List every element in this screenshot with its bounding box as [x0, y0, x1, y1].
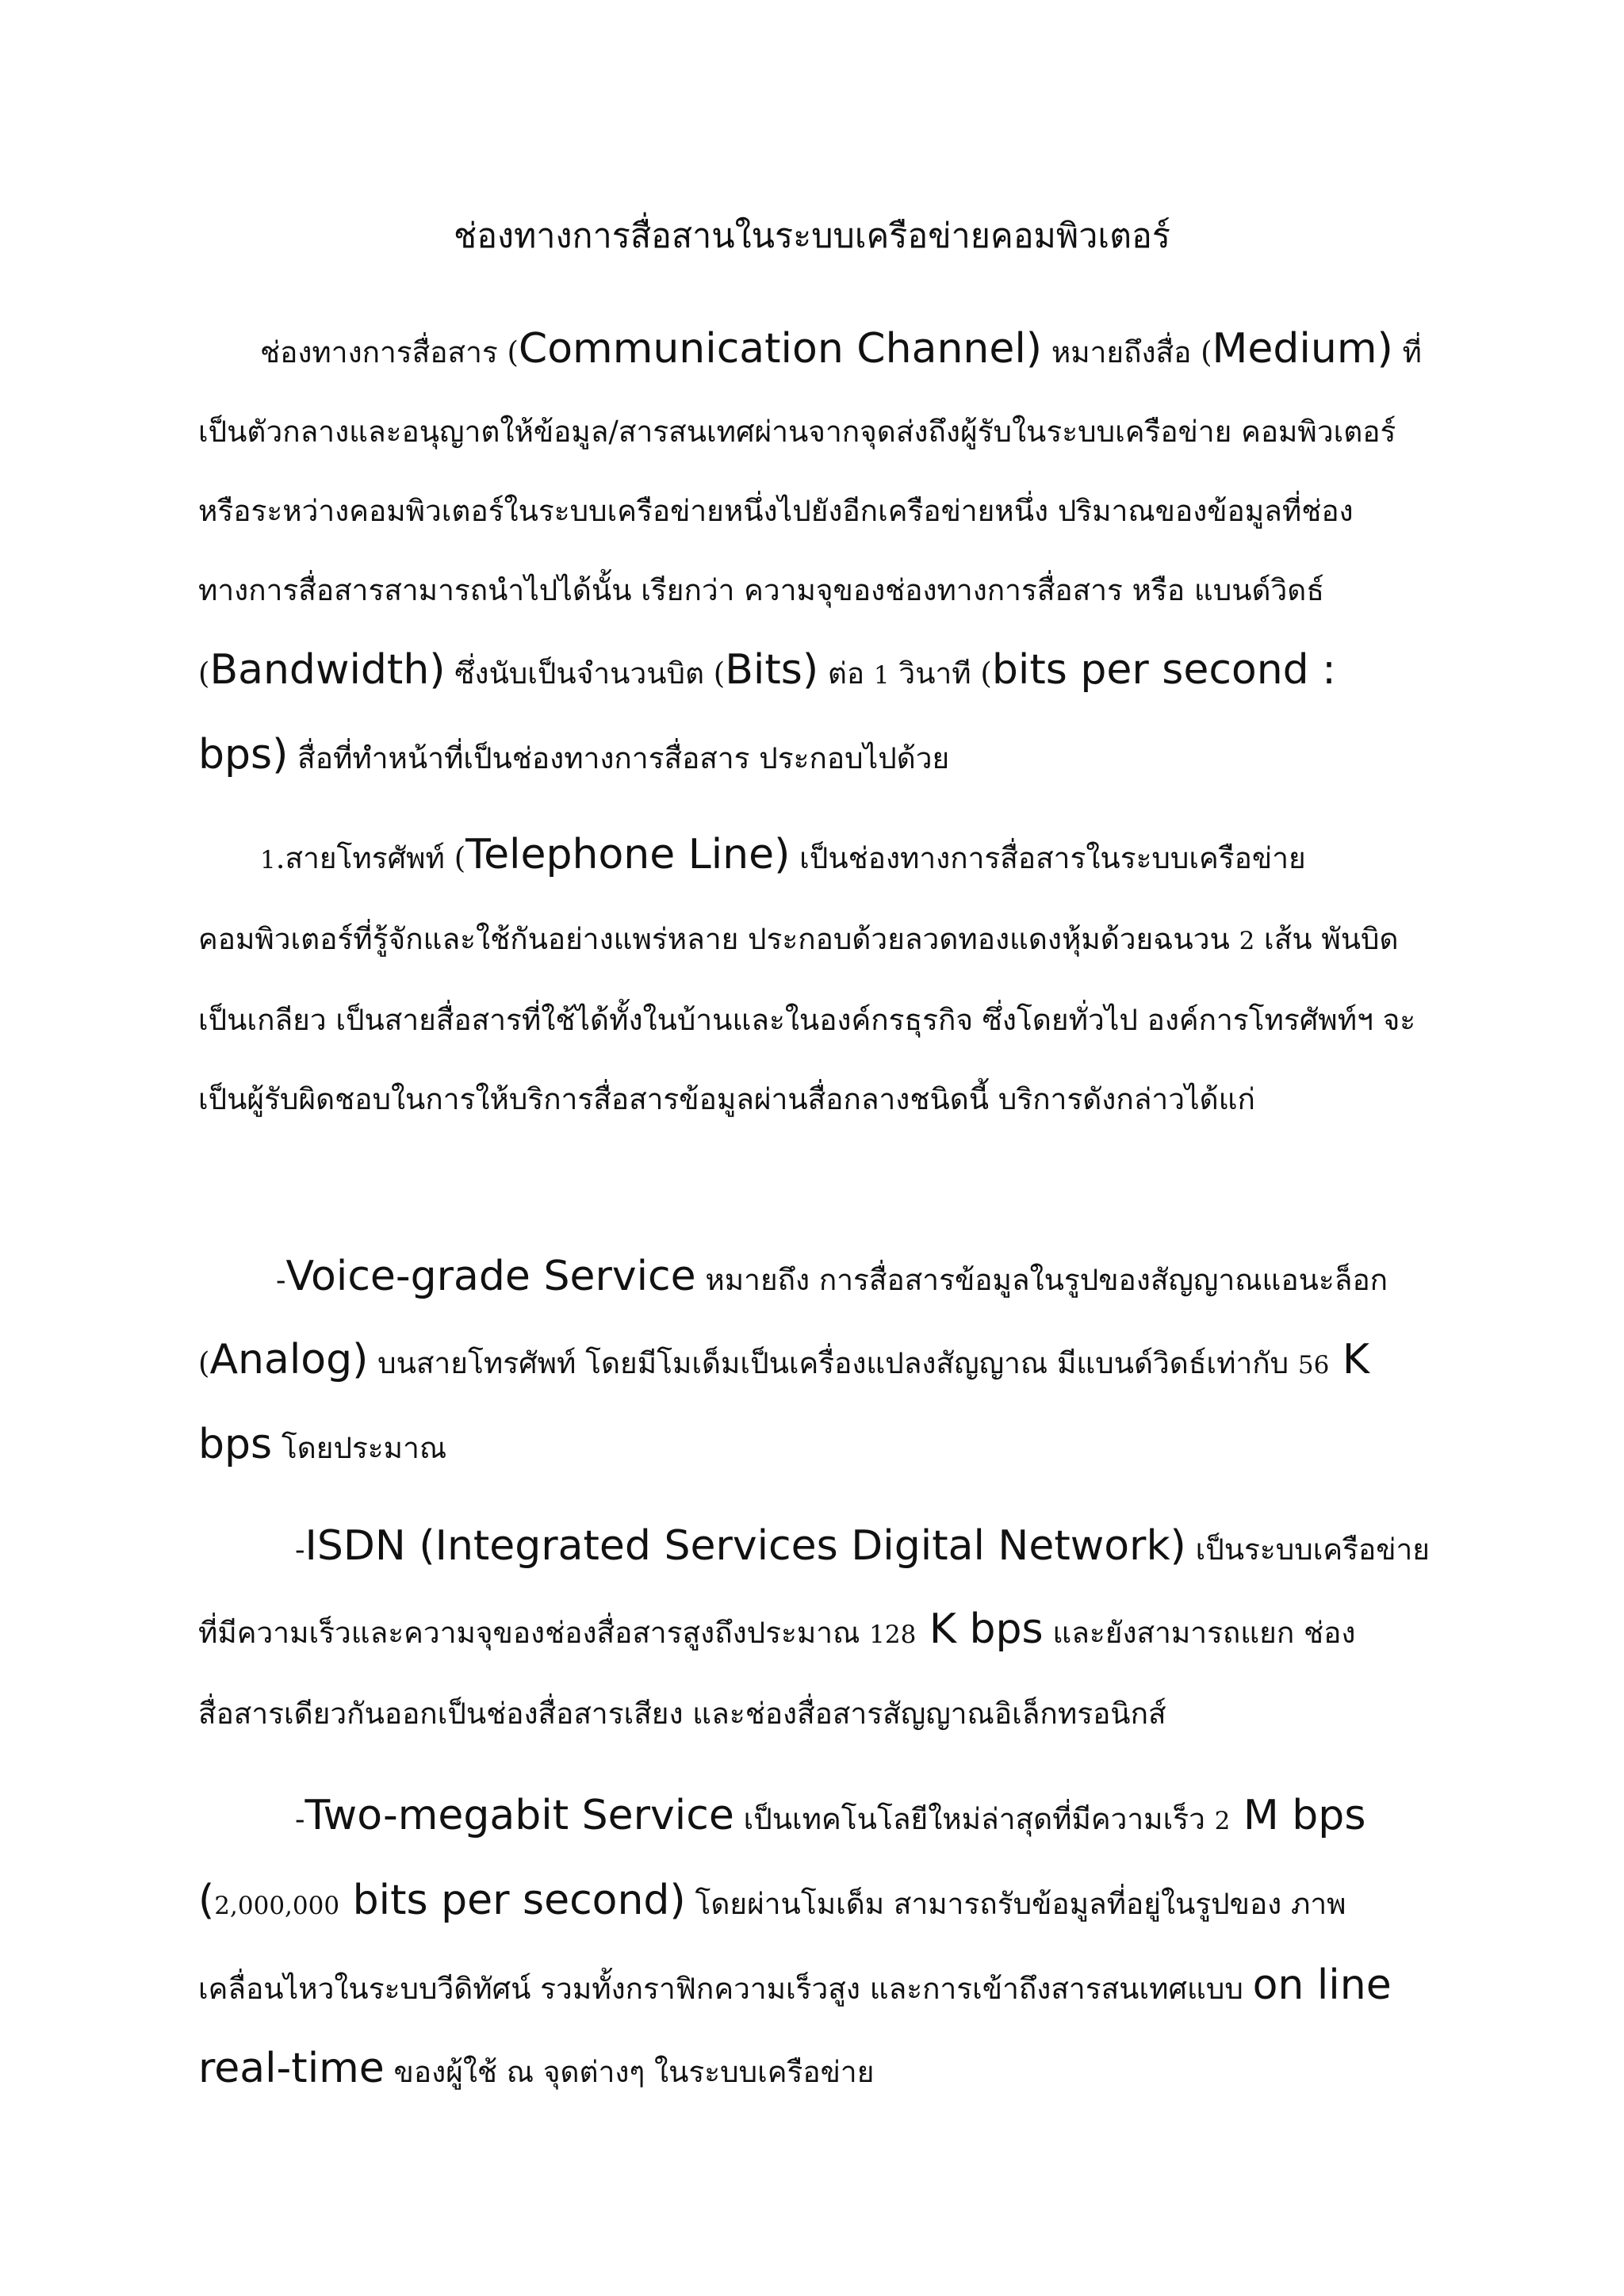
text-run: หมายถึง การสื่อสารข้อมูลในรูปของสัญญาณแอนะล็อก ( [198, 1263, 1388, 1380]
english-term: Bandwidth) [209, 646, 446, 694]
english-term: Telephone Line) [465, 831, 791, 878]
paragraph-voice-grade-service [198, 1237, 1435, 1488]
text-run: หมายถึงสื่อ ( [1042, 335, 1212, 369]
number: 2 [1214, 1807, 1231, 1835]
document-title: ช่องทางการสื่อสานในระบบเครือข่ายคอมพิวเตอร์ [454, 216, 1170, 256]
text-run: โดยผ่านโมเด็ม สามารถรับข้อมูลที่อยู่ในรูปของ ภาพเคลื่อนไหวในระบบวีดิทัศน์ รวมทั้งกราฟิกความเร็วสูง และการเข้าถึงสารสนเทศแบบ [198, 1887, 1346, 2006]
paragraph-isdn [198, 1506, 1435, 1754]
english-term: K bps [198, 1336, 1369, 1468]
text-run: และยังสามารถแยก ช่องสื่อสารเดียวกันออกเป็นช่องสื่อสารเสียง และช่องสื่อสารสัญญาณอิเล็กทรอนิกส์ [198, 1616, 1356, 1731]
english-term: bits per second : bps) [198, 646, 1336, 779]
english-term: Voice-grade Service [285, 1253, 696, 1300]
text-run: ของผู้ใช้ ณ จุดต่างๆ ในระบบเครือข่าย [384, 2055, 875, 2089]
text-run: เป็นเทคโนโลยีใหม่ล่าสุดที่มีความเร็ว [733, 1802, 1215, 1836]
text-run: เป็นระบบเครือข่าย ที่มีความเร็วและความจุของช่องสื่อสารสูงถึงประมาณ [198, 1533, 1430, 1650]
number: 1 [260, 846, 276, 874]
text-run: เส้น พันบิดเป็นเกลียว เป็นสายสื่อสารที่ใช้ได้ทั้งในบ้านและในองค์กรธุรกิจ ซึ่งโดยทั่วไป องค์การโทรศัพท์ฯ จะเป็นผู้รับผิดชอบในการให้บริการสื่อสารข้อมูลผ่านสื่อกลางชนิดนี้ บริการดังกล่าวได้แก่ [198, 922, 1416, 1116]
english-term: Two-megabit Service [304, 1792, 734, 1839]
text-run: วินาที ( [889, 656, 992, 691]
number: 128 [869, 1621, 917, 1649]
text-run: ที่เป็นตัวกลางและอนุญาตให้ข้อมูล/สารสนเทศผ่านจากจุดส่งถึงผู้รับในระบบเครือข่าย คอมพิวเตอร์ หรือระหว่างคอมพิวเตอร์ในระบบเครือข่ายหนึ่งไปยังอีกเครือข่ายหนึ่ง ปริมาณของข้อมูลที่ช่องทางการสื่อสารสามารถนำไปได้นั้น เรียกว่า ความจุของช่องทางการสื่อสาร หรือ แบนด์วิดธ์ ( [198, 335, 1422, 691]
text-run: ช่องทางการสื่อสาร ( [260, 335, 519, 369]
text-run: - [295, 1802, 305, 1836]
number: 2 [1239, 927, 1255, 955]
text-run: โดยประมาณ [272, 1431, 447, 1465]
text-run: บนสายโทรศัพท์ โดยมีโมเด็มเป็นเครื่องแปลงสัญญาณ มีแบนด์วิดธ์เท่ากับ [368, 1346, 1298, 1380]
number: 56 [1297, 1351, 1330, 1380]
number: 1 [873, 661, 890, 690]
english-term: on line real-time [198, 1961, 1392, 2092]
text-run: ต่อ [818, 656, 874, 691]
text-run: - [295, 1533, 305, 1567]
english-term: M bps ( [198, 1792, 1366, 1924]
english-term: ISDN (Integrated Services Digital Network) [304, 1522, 1186, 1570]
number: 2,000,000 [214, 1892, 340, 1920]
english-term: Medium) [1212, 325, 1393, 373]
english-term: Analog) [209, 1336, 369, 1383]
english-term: Communication Channel) [518, 325, 1043, 373]
paragraph-telephone-line [198, 815, 1435, 1139]
text-run: สื่อที่ทำหน้าที่เป็นช่องทางการสื่อสาร ประกอบไปด้วย [288, 741, 950, 775]
text-run: เป็นช่องทางการสื่อสารในระบบเครือข่าย คอมพิวเตอร์ที่รู้จักและใช้กันอย่างแพร่หลาย ประกอบด้วยลวดทองแดงหุ้มด้วยฉนวน [198, 841, 1306, 956]
paragraph-communication-channel [198, 309, 1435, 798]
english-term: bits per second) [339, 1877, 686, 1924]
text-run: .สายโทรศัพท์ ( [275, 841, 466, 875]
english-term: K bps [916, 1605, 1044, 1653]
paragraph-two-megabit-service [198, 1776, 1435, 2112]
text-run: - [276, 1263, 286, 1297]
english-term: Bits) [725, 646, 819, 694]
text-run: ซึ่งนับเป็นจำนวนบิต ( [445, 656, 726, 691]
